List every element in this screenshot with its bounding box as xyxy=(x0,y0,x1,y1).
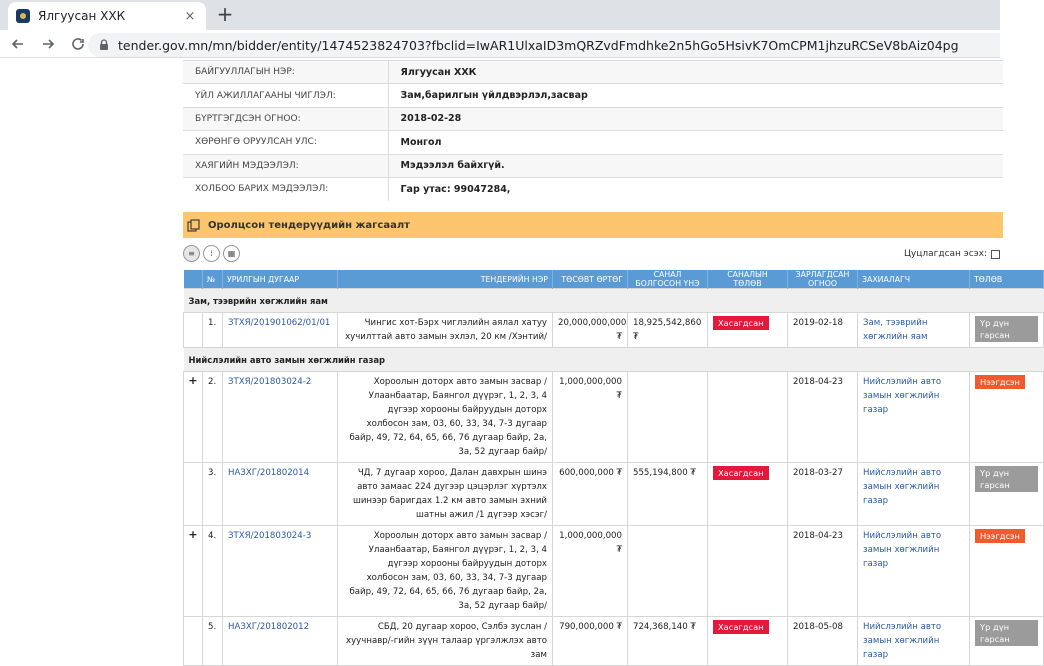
table-row[interactable] xyxy=(184,463,1044,526)
address-bar[interactable] xyxy=(88,33,1000,57)
info-label: БҮРТГЭГДСЭН ОГНОО: xyxy=(183,107,388,130)
status-cell xyxy=(970,372,1044,463)
status-badge: Үр дүн гарсан xyxy=(975,316,1038,342)
page xyxy=(0,58,1020,660)
customer-link[interactable]: Нийслэлийн авто замын хөгжлийн газар xyxy=(863,531,942,569)
copy-icon xyxy=(187,219,200,232)
col-invite-no[interactable]: УРИЛГЫН ДУГААР xyxy=(223,270,338,289)
customer-cell xyxy=(858,526,970,617)
customer-cell xyxy=(858,617,970,666)
budget-cell: 600,000,000 ₮ xyxy=(553,463,628,526)
offer-status-cell xyxy=(708,313,788,348)
announced-date-cell: 2018-04-23 xyxy=(788,526,858,617)
row-num: 1. xyxy=(203,313,223,348)
expand-toggle[interactable] xyxy=(184,313,203,348)
forward-button[interactable] xyxy=(36,32,60,56)
view-toggle-group xyxy=(183,245,240,262)
grid-view-icon[interactable]: ▦ xyxy=(223,245,240,262)
status-badge: Үр дүн гарсан xyxy=(975,620,1038,646)
site-favicon-icon xyxy=(16,9,30,23)
table-row[interactable] xyxy=(184,313,1044,348)
group-row xyxy=(184,348,1044,372)
new-tab-button[interactable]: + xyxy=(216,2,234,26)
row-num: 5. xyxy=(203,617,223,666)
invite-no-link[interactable]: ЗТХЯ/201803024-3 xyxy=(228,531,312,541)
invite-no-cell xyxy=(223,617,338,666)
col-tender-name[interactable]: ТЕНДЕРИЙН НЭР xyxy=(338,270,553,289)
info-label: БАЙГУУЛЛАГЫН НЭР: xyxy=(183,61,388,84)
table-row[interactable] xyxy=(184,372,1044,463)
invite-no-cell xyxy=(223,463,338,526)
info-label: ХАЯГИЙН МЭДЭЭЛЭЛ: xyxy=(183,154,388,177)
info-value: 2018-02-28 xyxy=(388,107,1003,130)
info-value: Гар утас: 99047284, xyxy=(388,177,1003,200)
offer-price-cell: 18,925,542,860 ₮ xyxy=(628,313,708,348)
customer-link[interactable]: Нийслэлийн авто замын хөгжлийн газар xyxy=(863,622,942,660)
offer-status-badge: Хасагдсан xyxy=(713,466,769,480)
offer-status-badge: Хасагдсан xyxy=(713,316,769,330)
status-cell xyxy=(970,463,1044,526)
announced-date-cell: 2019-02-18 xyxy=(788,313,858,348)
offer-status-cell xyxy=(708,372,788,463)
budget-cell: 790,000,000 ₮ xyxy=(553,617,628,666)
bidder-content xyxy=(180,58,1020,660)
tender-list-header xyxy=(183,212,1003,238)
info-row xyxy=(183,131,1003,154)
status-badge: Үр дүн гарсан xyxy=(975,466,1038,492)
info-value: Зам,барилгын үйлдвэрлэл,засвар xyxy=(388,84,1003,107)
table-row[interactable] xyxy=(184,526,1044,617)
tender-name-cell: Чингис хот-Бэрх чиглэлийн аялал хатуу хучилттай авто замын эхлэл, 20 км /Хэнтий/ xyxy=(338,313,553,348)
invite-no-cell xyxy=(223,313,338,348)
table-row[interactable] xyxy=(184,617,1044,666)
tender-name-cell: Хороолын доторх авто замын засвар / Улаанбаатар, Баянгол дүүрэг, 1, 2, 3, 4 дүгээр хорооны байруудын доторх холбосон зам, 03, 60, 33, 34, 7-3 дугаар байр, 49, 72, 64, 65, 66, 76 дугаар байр, 2а, 3а, 52 дугаар байр/ xyxy=(338,372,553,463)
info-label: ХӨРӨНГӨ ОРУУЛСАН УЛС: xyxy=(183,131,388,154)
back-arrow-icon xyxy=(10,36,26,52)
status-badge: Нээгдсэн xyxy=(975,529,1025,543)
col-offer-status[interactable]: САНАЛЫН ТӨЛӨВ xyxy=(708,270,788,289)
offer-price-cell xyxy=(628,372,708,463)
reload-button[interactable] xyxy=(66,32,90,56)
list-view-icon[interactable]: ≡ xyxy=(183,245,200,262)
status-badge: Нээгдсэн xyxy=(975,375,1025,389)
info-row xyxy=(183,154,1003,177)
offer-status-cell xyxy=(708,617,788,666)
offer-price-cell xyxy=(628,526,708,617)
expand-toggle[interactable]: + xyxy=(184,372,203,463)
customer-cell xyxy=(858,313,970,348)
budget-cell: 20,000,000,000 ₮ xyxy=(553,313,628,348)
expand-toggle[interactable] xyxy=(184,463,203,526)
back-button[interactable] xyxy=(6,32,30,56)
customer-link[interactable]: Зам, тээврийн хөгжлийн яам xyxy=(863,318,928,342)
expand-toggle[interactable] xyxy=(184,617,203,666)
expand-toggle[interactable]: + xyxy=(184,526,203,617)
announced-date-cell: 2018-04-23 xyxy=(788,372,858,463)
forward-arrow-icon xyxy=(40,36,56,52)
tender-list-title: Оролцсон тендерүүдийн жагсаалт xyxy=(208,219,410,231)
filter-view-icon[interactable]: ⁞ xyxy=(203,245,220,262)
info-row xyxy=(183,107,1003,130)
offer-status-cell xyxy=(708,463,788,526)
col-offer-price[interactable]: САНАЛ БОЛГОСОН ҮНЭ xyxy=(628,270,708,289)
group-name: Нийслэлийн авто замын хөгжлийн газар xyxy=(184,348,1044,372)
col-announced-date[interactable]: ЗАРЛАГДСАН ОГНОО xyxy=(788,270,858,289)
cancelled-checkbox[interactable] xyxy=(991,250,1000,259)
col-customer[interactable]: ЗАХИАЛАГЧ xyxy=(858,270,970,289)
row-num: 2. xyxy=(203,372,223,463)
tab-strip xyxy=(0,0,1000,30)
budget-cell: 1,000,000,000 ₮ xyxy=(553,526,628,617)
info-label: ҮЙЛ АЖИЛЛАГААНЫ ЧИГЛЭЛ: xyxy=(183,84,388,107)
announced-date-cell: 2018-05-08 xyxy=(788,617,858,666)
offer-status-cell xyxy=(708,526,788,617)
group-row xyxy=(184,289,1044,313)
info-row xyxy=(183,84,1003,107)
info-label: ХОЛБОО БАРИХ МЭДЭЭЛЭЛ: xyxy=(183,177,388,200)
tender-name-cell: ЧД, 7 дугаар хороо, Далан давхрын шинэ авто замаас 224 дугээр цэцэрлэг хүртэлх шинээр баригдах 1.2 км авто замын эхний шатны ажил /1 дүгээр хэсэг/ xyxy=(338,463,553,526)
info-value: Монгол xyxy=(388,131,1003,154)
info-row xyxy=(183,177,1003,200)
row-num: 3. xyxy=(203,463,223,526)
info-row xyxy=(183,61,1003,84)
left-gutter xyxy=(0,58,180,642)
status-cell xyxy=(970,617,1044,666)
offer-price-cell: 555,194,800 ₮ xyxy=(628,463,708,526)
lock-icon xyxy=(98,39,110,51)
col-num: № xyxy=(203,270,223,289)
customer-link[interactable]: Нийслэлийн авто замын хөгжлийн газар xyxy=(863,377,942,415)
col-expand xyxy=(184,270,203,289)
invite-no-link[interactable]: НАЗХГ/201802012 xyxy=(228,622,310,632)
offer-price-cell: 724,368,140 ₮ xyxy=(628,617,708,666)
status-cell xyxy=(970,313,1044,348)
budget-cell: 1,000,000,000 ₮ xyxy=(553,372,628,463)
status-cell xyxy=(970,526,1044,617)
invite-no-cell xyxy=(223,526,338,617)
invite-no-link[interactable]: НАЗХГ/201802014 xyxy=(228,468,310,478)
group-name: Зам, тээврийн хөгжлийн яам xyxy=(184,289,1044,313)
invite-no-link[interactable]: ЗТХЯ/201901062/01/01 xyxy=(228,318,331,328)
customer-cell xyxy=(858,463,970,526)
invite-no-link[interactable]: ЗТХЯ/201803024-2 xyxy=(228,377,312,387)
col-status[interactable]: ТӨЛӨВ xyxy=(970,270,1044,289)
browser-tab[interactable] xyxy=(8,2,206,30)
tender-name-cell: Хороолын доторх авто замын засвар / Улаанбаатар, Баянгол дүүрэг, 1, 2, 3, 4 дүгээр хорооны байруудын доторх холбосон зам, 03, 60, 33, 34, 7-3 дугаар байр, 49, 72, 64, 65, 66, 76 дугаар байр, 2а, 3а, 52 дугаар байр/ xyxy=(338,526,553,617)
table-header-row xyxy=(184,270,1044,289)
cancelled-filter-label: Цуцлагдсан эсэх: xyxy=(903,249,987,259)
customer-link[interactable]: Нийслэлийн авто замын хөгжлийн газар xyxy=(863,468,942,506)
reload-icon xyxy=(70,36,86,52)
tender-table xyxy=(183,270,1044,666)
invite-no-cell xyxy=(223,372,338,463)
tab-title: Ялгуусан ХХК xyxy=(38,9,126,23)
offer-status-badge: Хасагдсан xyxy=(713,620,769,634)
col-budget[interactable]: ТӨСӨВТ ӨРТӨГ xyxy=(553,270,628,289)
announced-date-cell: 2018-03-27 xyxy=(788,463,858,526)
tender-name-cell: СБД, 20 дугаар хороо, Сэлбэ зуслан /хуучнавр/-гийн зүүн талаар үргэлжлэх авто зам xyxy=(338,617,553,666)
bidder-info-table xyxy=(183,60,1003,201)
cancelled-filter xyxy=(904,249,1000,259)
customer-cell xyxy=(858,372,970,463)
tab-close-icon[interactable]: × xyxy=(184,8,196,24)
info-value: Мэдээлэл байхгүй. xyxy=(388,154,1003,177)
url-text: tender.gov.mn/mn/bidder/entity/1474523824703?fbclid=IwAR1UlxaID3mQRZvdFmdhke2n5hGo5HsivK7OmCPM1jhzuRCSeV8bAiz04pg xyxy=(118,37,959,53)
row-num: 4. xyxy=(203,526,223,617)
info-value: Ялгуусан ХХК xyxy=(388,61,1003,84)
browser-toolbar xyxy=(0,30,1000,58)
